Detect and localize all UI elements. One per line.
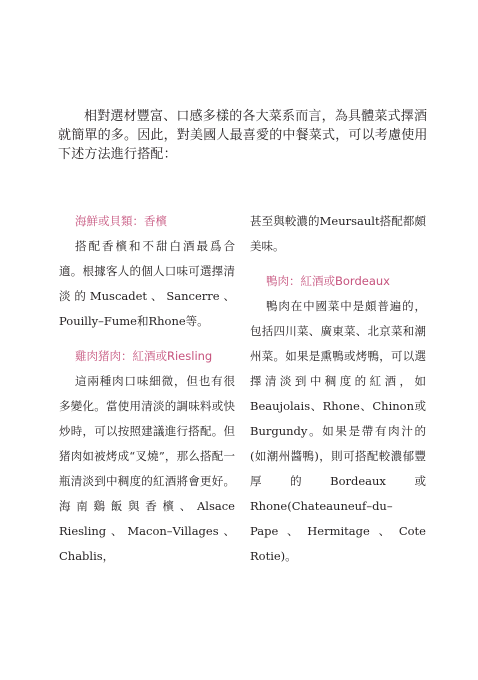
section-heading-chicken-pork: 雞肉猪肉：紅酒或Riesling (75, 349, 213, 363)
intro-paragraph (58, 107, 440, 164)
intro-text: 相對選材豐富、口感多樣的各大菜系而言，為具體菜式擇酒就簡單的多。因此，對美國人最喜愛的中餐菜式，可以考慮使用下述方法進行搭配： (58, 109, 428, 162)
section-body-chicken-pork-continued: 甚至與較濃的Meursault搭配都頗美味。 (250, 214, 426, 253)
right-column (250, 209, 426, 569)
section-heading-seafood: 海鮮或貝類：香檳 (75, 214, 167, 228)
section-spacer (59, 334, 235, 344)
section-spacer (250, 259, 426, 269)
section-heading-duck: 鴨肉：紅酒或Bordeaux (266, 274, 390, 288)
section-body-chicken-pork: 這兩種肉口味細微，但也有很多變化。當使用清淡的調味料或快炒時，可以按照建議進行搭配。但猪肉如被烤成“叉燒”，那么搭配一瓶清淡到中稠度的紅酒將會更好。海南鷄飯與香檳、Alsace Riesling、Macon–Villages、Chablis， (59, 374, 235, 563)
section-body-seafood: 搭配香檳和不甜白酒最爲合適。根據客人的個人口味可選擇清淡的Muscadet、Sancerre、Pouilly–Fume和Rhone等。 (59, 239, 235, 328)
section-body-duck: 鴨肉在中國菜中是頗普遍的，包括四川菜、廣東菜、北京菜和潮州菜。如果是熏鴨或烤鴨，可以選擇清淡到中稠度的紅酒，如Beaujolais、Rhone、Chinon或Burgundy。如果是帶有肉汁的(如潮州醬鴨)，則可搭配較濃郁豐厚的Bordeaux或Rhone(Chateauneuf–du–Pape、Hermitage、Cote Rotie)。 (250, 299, 426, 563)
left-column (59, 209, 235, 569)
